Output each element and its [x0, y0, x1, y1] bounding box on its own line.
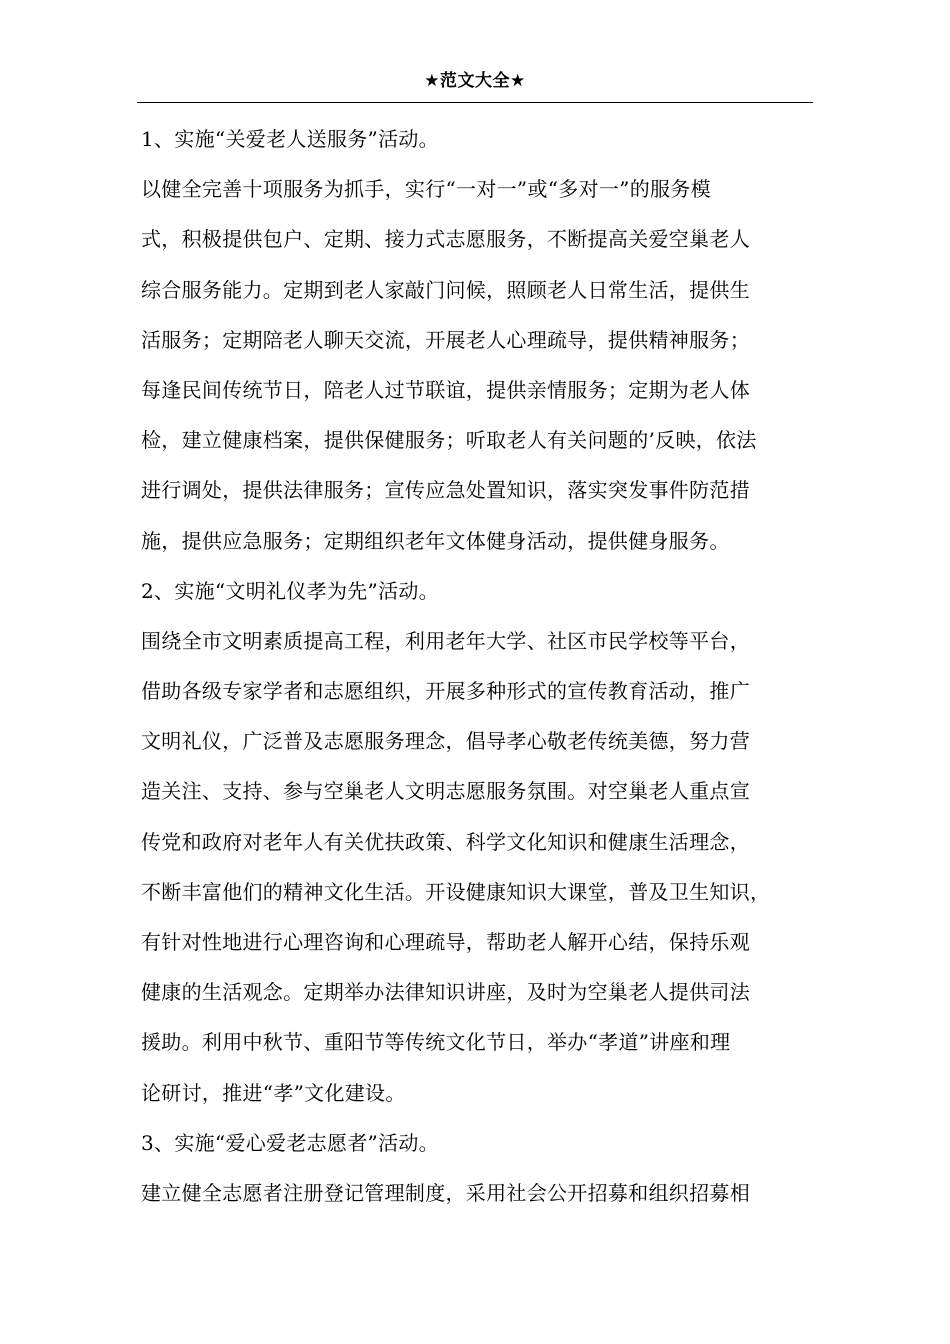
- text-line: 综合服务能力。定期到老人家敲门问候，照顾老人日常生活，提供生: [141, 277, 750, 302]
- text-line: 建立健全志愿者注册登记管理制度，采用社会公开招募和组织招募相: [141, 1180, 750, 1205]
- text-line: 不断丰富他们的精神文化生活。开设健康知识大课堂，普及卫生知识，: [141, 879, 771, 904]
- page-header: [137, 64, 813, 103]
- text-line: 文明礼仪，广泛普及志愿服务理念，倡导孝心敬老传统美德，努力营: [141, 729, 750, 754]
- text-line: 式，积极提供包户、定期、接力式志愿服务，不断提高关爱空巢老人: [141, 227, 750, 252]
- text-line: 进行调处，提供法律服务；宣传应急处置知识，落实突发事件防范措: [141, 478, 750, 503]
- text-line: 借助各级专家学者和志愿组织，开展多种形式的宣传教育活动，推广: [141, 679, 750, 704]
- text-line: 检，建立健康档案，提供保健服务；听取老人有关问题的’反映，依法: [141, 428, 757, 453]
- document-body: [141, 114, 813, 1218]
- text-line: 有针对性地进行心理咨询和心理疏导，帮助老人解开心结，保持乐观: [141, 930, 750, 954]
- text-line: 活服务；定期陪老人聊天交流，开展老人心理疏导，提供精神服务；: [141, 327, 750, 352]
- heading-line-1: 1、实施“关爱老人送服务”活动。: [141, 127, 439, 151]
- text-line: 健康的生活观念。定期举办法律知识讲座，及时为空巢老人提供司法: [141, 980, 750, 1005]
- text-line: 围绕全市文明素质提高工程，利用老年大学、社区市民学校等平台，: [141, 628, 750, 653]
- text-line: 每逢民间传统节日，陪老人过节联谊，提供亲情服务；定期为老人体: [141, 377, 750, 402]
- text-line: 造关注、支持、参与空巢老人文明志愿服务氛围。对空巢老人重点宣: [141, 779, 750, 804]
- text-line: 传党和政府对老年人有关优扶政策、科学文化知识和健康生活理念，: [141, 829, 750, 854]
- heading-line-2: 2、实施“文明礼仪孝为先”活动。: [141, 578, 439, 603]
- header-title: ★范文大全★: [424, 71, 526, 91]
- text-line: 论研讨，推进“孝”文化建设。: [141, 1080, 406, 1105]
- text-line: 施，提供应急服务；定期组织老年文体健身活动，提供健身服务。: [141, 528, 730, 553]
- heading-line-3: 3、实施“爱心爱老志愿者”活动。: [141, 1130, 439, 1155]
- text-line: 援助。利用中秋节、重阳节等传统文化节日，举办“孝道”讲座和理: [141, 1030, 731, 1055]
- text-line: 以健全完善十项服务为抓手，实行“一对一”或“多对一”的服务模: [141, 177, 711, 202]
